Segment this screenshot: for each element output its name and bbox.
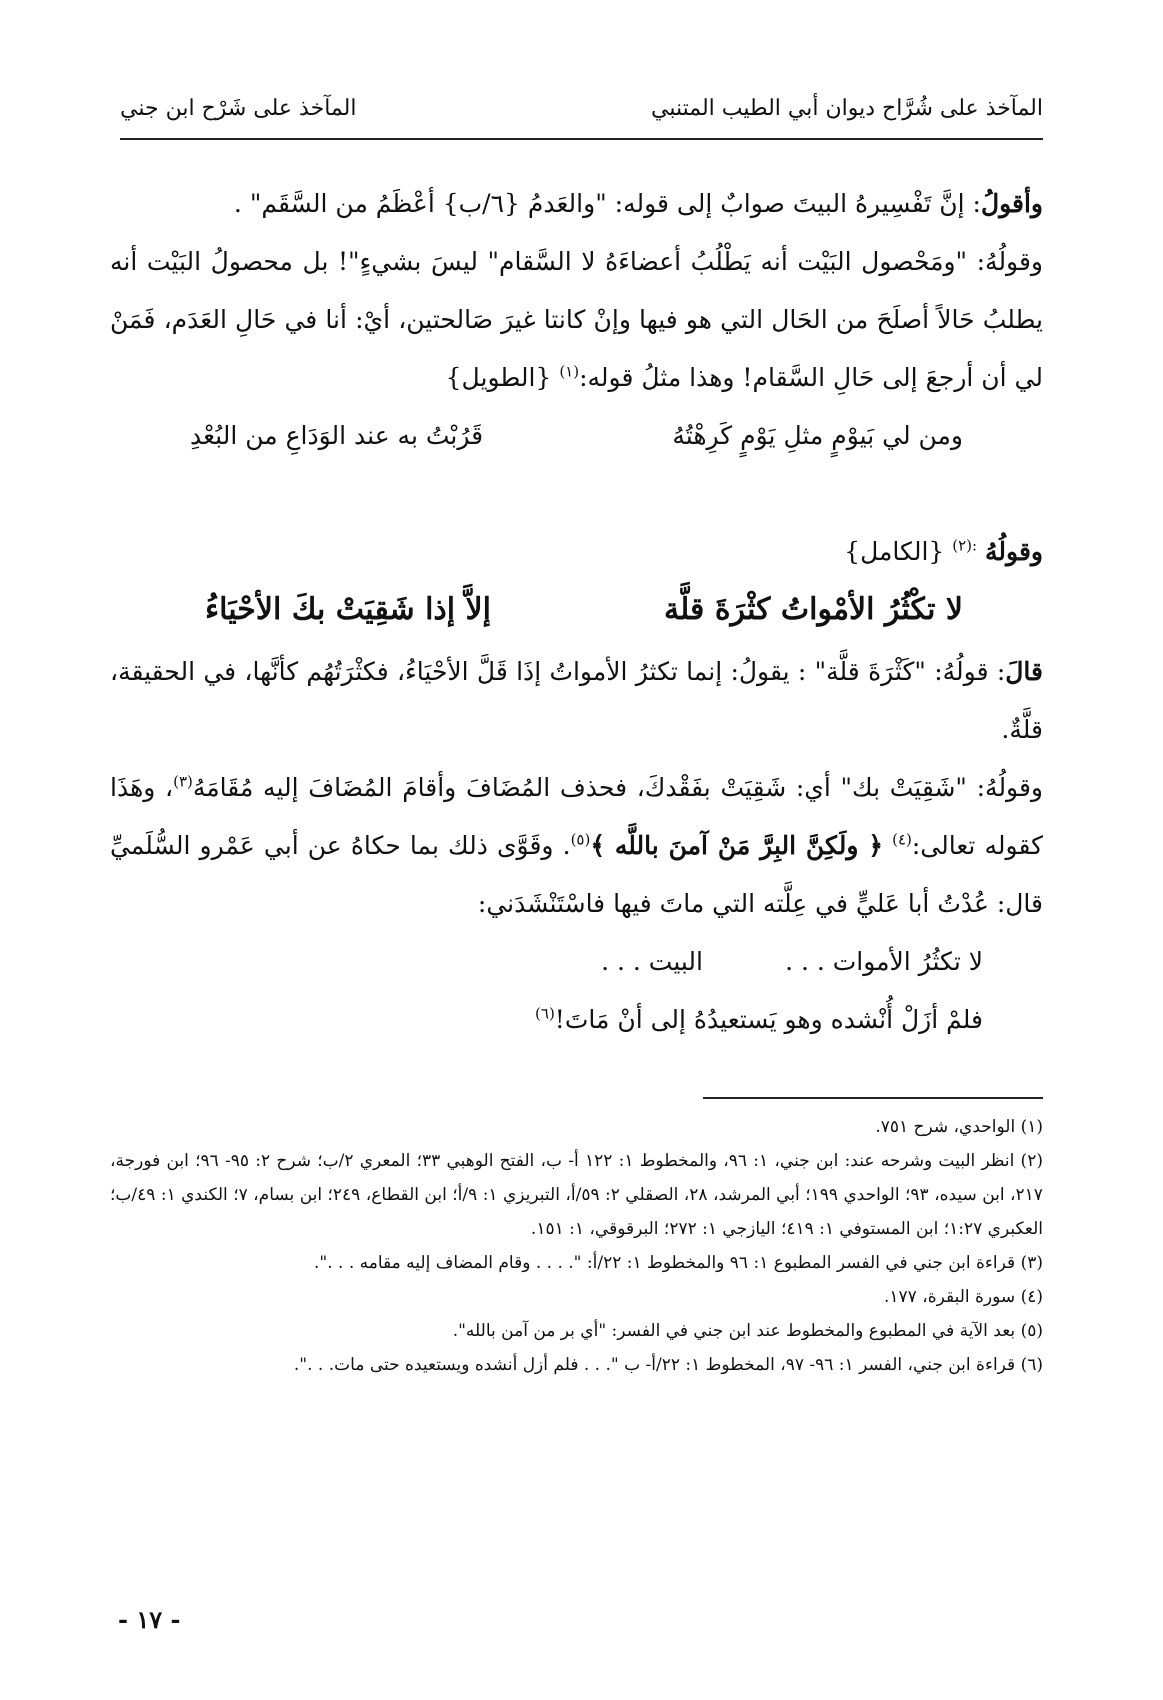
paragraph-lead: قالَ [1005, 657, 1043, 686]
footnote-number: (٣) [1020, 1253, 1043, 1273]
header-chapter-title: المآخذ على شَرْح ابن جني [120, 96, 357, 121]
footnote-text: قراءة ابن جني، الفسر ١: ٩٦- ٩٧، المخطوط ١: ٢٢/أ- ب ". . . فلم أزل أنشده ويستعيده حتى مات. . .". [293, 1355, 1016, 1375]
quoted-verse-line [110, 933, 1043, 991]
footnote-ref[interactable]: (٣) [173, 772, 193, 791]
footnote-ref[interactable]: :(٢) [952, 536, 978, 555]
footnote-text: قراءة ابن جني في الفسر المطبوع ١: ٩٦ والمخطوط ١: ٢٢/أ: ". . . . وقام المضاف إليه مقامه . . .". [314, 1253, 1016, 1273]
paragraph-text: فلمْ أزَلْ أُنْشده وهو يَستعيدُهُ إلى أنْ مَاتَ! [554, 1005, 983, 1034]
footnote-2 [110, 1144, 1043, 1246]
verse-2 [110, 581, 1043, 643]
footnote-4 [110, 1280, 1043, 1314]
paragraph-3 [110, 523, 1043, 581]
footnote-separator [703, 1097, 1043, 1099]
footnote-ref[interactable]: (٦) [535, 1004, 555, 1023]
footnote-number: (٥) [1020, 1321, 1043, 1341]
quoted-verse-start: لا تكثُرُ الأموات . . . [785, 947, 983, 976]
verse-second-hemistich: قَرُبْتُ به عند الوَدَاعِ من البُعْدِ [190, 421, 484, 450]
meter-label: {الكامل} [844, 537, 945, 566]
footnote-5 [110, 1314, 1043, 1348]
header-book-title: المآخذ على شُرَّاح ديوان أبي الطيب المتنبي [651, 96, 1043, 121]
verse-first-hemistich: ومن لي بَيوْمٍ مثلِ يَوْمٍ كَرِهْتُهُ [672, 421, 963, 450]
footnote-text: سورة البقرة، ١٧٧. [884, 1287, 1016, 1307]
paragraph-lead: وأقولُ [980, 189, 1043, 218]
verse-first-hemistich: لا تكْثُرُ الأمْواتُ كثْرَةَ قلَّة [664, 592, 963, 627]
footnote-3 [110, 1246, 1043, 1280]
footnote-number: (٦) [1020, 1355, 1043, 1375]
running-header [120, 88, 1043, 140]
paragraph-text: : قولُهُ: "كَثْرَةَ قلَّة" : يقولُ: إنما تكثرُ الأمواتُ إذَا قَلَّ الأحْيَاءُ، فكثْرَتُهُم كأنَّها، في الحقيقة، قلَّةٌ. [110, 657, 1043, 744]
footnote-number: (١) [1020, 1117, 1043, 1137]
footnote-ref[interactable]: (٥) [570, 830, 591, 849]
paragraph-5 [110, 759, 1043, 933]
footnote-ref[interactable]: (٤) [892, 830, 912, 849]
footnote-text: بعد الآية في المطبوع والمخطوط عند ابن جني في الفسر: "أي بر من آمن بالله". [452, 1321, 1016, 1341]
paragraph-text: : إنَّ تَفْسِيرهُ البيتَ صوابٌ إلى قوله: "والعَدمُ {٦/ب} أعْظَمُ من السَّقَم" . [233, 189, 981, 218]
paragraph-6 [110, 991, 1043, 1049]
quoted-verse-rest: البيت . . . [601, 947, 703, 976]
paragraph-text: وقولُهُ: "شَقِيَتْ بك" أي: شَقِيَتْ بفَقْدكَ، فحذف المُضَافَ وأقامَ المُضَافَ إليه مُقَامَهُ [192, 773, 1043, 802]
paragraph-text: وقولُهُ: "ومَحْصول البَيْت أنه يَطْلُبُ أعضاءَهُ لا السَّقام" ليسَ بشيءٍ"! بل محصولُ البَيْت أنه يطلبُ حَالاً أصلَحَ من الحَال التي هو فيها وإنْ كانتا غيرَ صَالحتين، أيْ: أنا في حَالِ العَدَم، فَمَنْ لي أن أرجعَ إلى حَالِ السَّقام! وهذا مثلُ قوله: [110, 247, 1043, 392]
verse-second-hemistich: إلاَّ إذا شَقِيَتْ بكَ الأحْيَاءُ [205, 592, 491, 627]
paragraph-lead: وقولُهُ [985, 537, 1043, 566]
paragraph-1 [110, 175, 1043, 233]
footnote-text: انظر البيت وشرحه عند: ابن جني، ١: ٩٦، والمخطوط ١: ١٢٢ أ- ب، الفتح الوهبي ٣٣؛ المعري ٢/ب؛ شرح ٢: ٩٥- ٩٦؛ ابن فورجة، ٢١٧، ابن سيده، ٩٣؛ الواحدي ١٩٩؛ أبي المرشد، ٢٨، الصقلي ٢: ٥٩/أ، التبريزي ١: ٩/أ؛ ابن القطاع، ٢٤٩؛ ابن بسام، ٧؛ الكندي ١: ٤٩/ب؛ العكبري ١:٢٧؛ ابن المستوفي ١: ٤١٩؛ اليازجي ١: ٢٧٢؛ البرقوقي، ١: ١٥١. [110, 1151, 1043, 1239]
paragraph-text: . وقَوَّى ذلك بما حكاهُ عن أبي عَمْرو السُّلَميِّ قال: عُدْتُ أبا عَليٍّ في عِلَّته التي ماتَ فيها فاسْتَنْشَدَني: [110, 831, 1043, 918]
main-text [110, 175, 1043, 1049]
footnote-6 [110, 1348, 1043, 1382]
paragraph-2 [110, 233, 1043, 407]
footnote-text: الواحدي، شرح ٧٥١. [875, 1117, 1016, 1137]
paragraph-4 [110, 643, 1043, 759]
quran-quote: ﴿ ولَكِنَّ البِرَّ مَنْ آمنَ باللَّه ﴾ [590, 831, 883, 860]
paragraph-text: ، وهَذَا كقوله تعالى: [110, 773, 1043, 860]
verse-1 [110, 407, 1043, 465]
page-number: - ١٧ - [118, 1605, 181, 1634]
footnote-number: (٢) [1020, 1151, 1043, 1171]
footnote-1 [110, 1110, 1043, 1144]
footnote-number: (٤) [1020, 1287, 1043, 1307]
footnote-ref[interactable]: (١) [559, 362, 580, 381]
meter-label: {الطويل} [445, 363, 552, 392]
footnotes [110, 1110, 1043, 1382]
